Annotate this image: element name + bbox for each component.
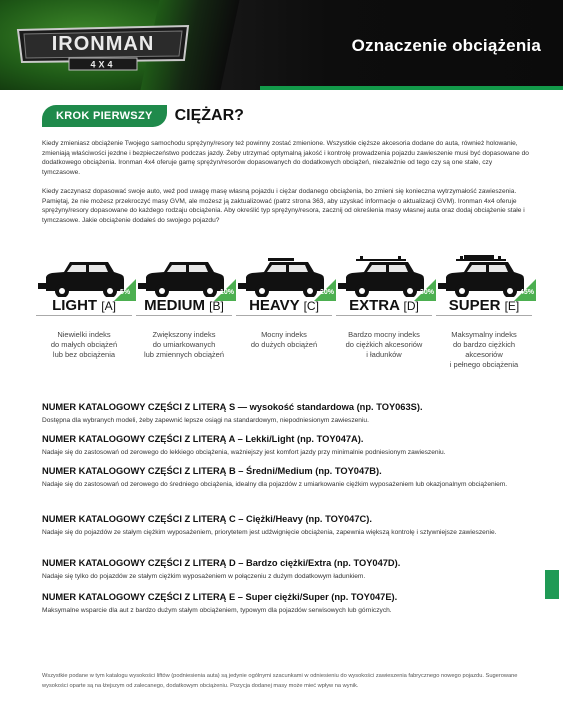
footnote: Wszystkie podane w tym katalogu wysokości liftów (podniesienia auta) są jedynie ogólnymi szacunkami w odniesieniu do wysokości zawieszenia fabrycznego nowego pojazdu. Sugerowane wysokości oparte są na łżejszym od zalecanego, dodatkowym obciążeniu. Pozycja dodanej masy może mieć wpływ na wynik.: [42, 673, 518, 689]
logo-text: IRONMAN: [51, 33, 155, 55]
intro-paragraph-2: Kiedy zaczynasz dopasować swoje auto, weź pod uwagę masę własną pojazdu i ciężar dodanego obciążenia, bo zmieni się konieczna wytrzymałość zawieszenia. Pamiętaj, że nie możesz przekroczyć masy GVM, ale możesz ją zaktualizować (patrz strona 363, aby uzyskać informacje o aktualizacji GVM). Ironman 4x4 oferuje sprężyny/resory dopasowane do każdego rodzaju obciążenia. Aby określić typ sprężyny/resora, zacznij od określenia masy własnej auta oraz dodaj obciążenie stałe i tymczasowe. Jakie obciążenie dodałeś do swojego pojazdu?: [42, 188, 525, 224]
load-rating-description: Niewielki indeks do małych obciążeń lub bez obciążenia: [50, 330, 118, 359]
intro-paragraph-1: Kiedy zmieniasz obciążenie Twojego samochodu sprężyny/resory też powinny zostać zmienione. Wszystkie cięższe akcesoria dodane do auta, również holowanie, zmieniają właściwości jezdne i bezpieczeństwo podczas jazdy. Żeby utrzymać optymalną jakość i kontrolę prowadzenia pojazdu zawieszenie musi być dopasowane do dodatkowego obciążenia. Ironman 4x4 oferuje gamę sprężyn/resorów dopasowanych do dodatkowych obciążeń, niezależnie od tego czy są one stałe, czy tymczasowe.: [42, 140, 529, 176]
catalog-item-title: NUMER KATALOGOWY CZĘŚCI Z LITERĄ B – Średni/Medium (np. TOY047B).: [42, 466, 382, 476]
catalog-item-desc: Nadaje się do zastosowań od zerowego do lekkiego obciążenia, ważniejszy jest komfort jazdy przy minimalnie podniesionym zawieszeniu.: [42, 449, 446, 456]
catalog-item-desc: Maksymalne wsparcie dla aut z bardzo dużym stałym obciążeniem, typowym dla pojazdów serwisowych lub górniczych.: [42, 607, 392, 614]
load-ratings: [30, 253, 535, 368]
catalog-item-s: [42, 402, 542, 426]
catalog-item-a: [42, 434, 542, 458]
load-percent-label: 10%: [220, 289, 235, 296]
page-header: [0, 0, 563, 90]
catalog-item-e: [42, 592, 542, 616]
divider: [236, 315, 332, 316]
load-percent-label: 5%: [120, 289, 131, 296]
load-rating-name: MEDIUM [B]: [144, 297, 224, 314]
divider: [136, 315, 232, 316]
page-title: Oznaczenie obciążenia: [351, 36, 541, 55]
catalog-item-title: NUMER KATALOGOWY CZĘŚCI Z LITERĄ E – Super ciężki/Super (np. TOY047E).: [42, 592, 398, 602]
catalog-item-title: NUMER KATALOGOWY CZĘŚCI Z LITERĄ S — wysokość standardowa (np. TOY063S).: [42, 402, 423, 412]
divider: [336, 315, 432, 316]
divider: [36, 315, 132, 316]
page-edge-tab: [545, 570, 559, 599]
load-rating-description: Zwiększony indeks do umiarkowanych lub zmiennych obciążeń: [143, 330, 225, 359]
catalog-item-c: [42, 514, 542, 538]
step-title: CIĘŻAR?: [174, 107, 244, 124]
divider: [436, 315, 532, 316]
step-heading: [42, 105, 244, 127]
load-percent-label: 45%: [520, 289, 535, 296]
load-rating-name: LIGHT [A]: [52, 297, 116, 314]
load-rating-description: Bardzo mocny indeks do ciężkich akcesoriów i ładunków: [345, 330, 423, 359]
catalog-item-desc: Nadaje się do pojazdów ze stałym ciężkim wyposażeniem, priorytetem jest udźwignięcie obciążenia, zapewnia większą kontrolę i sztywniejsze zawieszenie.: [42, 529, 497, 536]
load-rating-description: Maksymalny indeks do bardzo ciężkich akcesoriów i pełnego obciążenia: [449, 330, 519, 369]
load-rating-name: SUPER [E]: [448, 297, 520, 314]
load-percent-label: 30%: [420, 289, 435, 296]
load-rating-description: Mocny indeks do dużych obciążeń: [250, 330, 318, 349]
load-percent-label: 20%: [320, 289, 335, 296]
load-rating-name: HEAVY [C]: [249, 297, 319, 314]
catalog-item-desc: Nadaje się tylko do pojazdów ze stałym ciężkim wyposażeniem w połączeniu z dużym dodatkowym ładunkiem.: [42, 573, 366, 580]
catalog-item-b: [42, 466, 542, 490]
catalog-item-desc: Dostępna dla wybranych modeli, żeby zapewnić lepsze osiągi na standardowym, niepodniesionym zawieszeniu.: [42, 417, 369, 424]
step-pill: KROK PIERWSZY: [42, 105, 167, 127]
header-accent-bar: [260, 86, 563, 90]
catalog-item-title: NUMER KATALOGOWY CZĘŚCI Z LITERĄ A – Lekki/Light (np. TOY047A).: [42, 434, 364, 444]
load-rating-name: EXTRA [D]: [349, 297, 419, 314]
catalog-item-desc: Nadaje się do zastosowań od zerowego do średniego obciążenia, idealny dla pojazdów z umiarkowanie ciężkim wyposażeniem lub okazjonalnym obciążeniem.: [42, 481, 508, 488]
catalog-item-d: [42, 558, 542, 582]
svg-text:4X4: 4X4: [90, 59, 116, 70]
catalog-item-title: NUMER KATALOGOWY CZĘŚCI Z LITERĄ C – Ciężki/Heavy (np. TOY047C).: [42, 514, 372, 524]
catalog-item-title: NUMER KATALOGOWY CZĘŚCI Z LITERĄ D – Bardzo ciężki/Extra (np. TOY047D).: [42, 558, 401, 568]
ironman-logo: [14, 16, 192, 72]
